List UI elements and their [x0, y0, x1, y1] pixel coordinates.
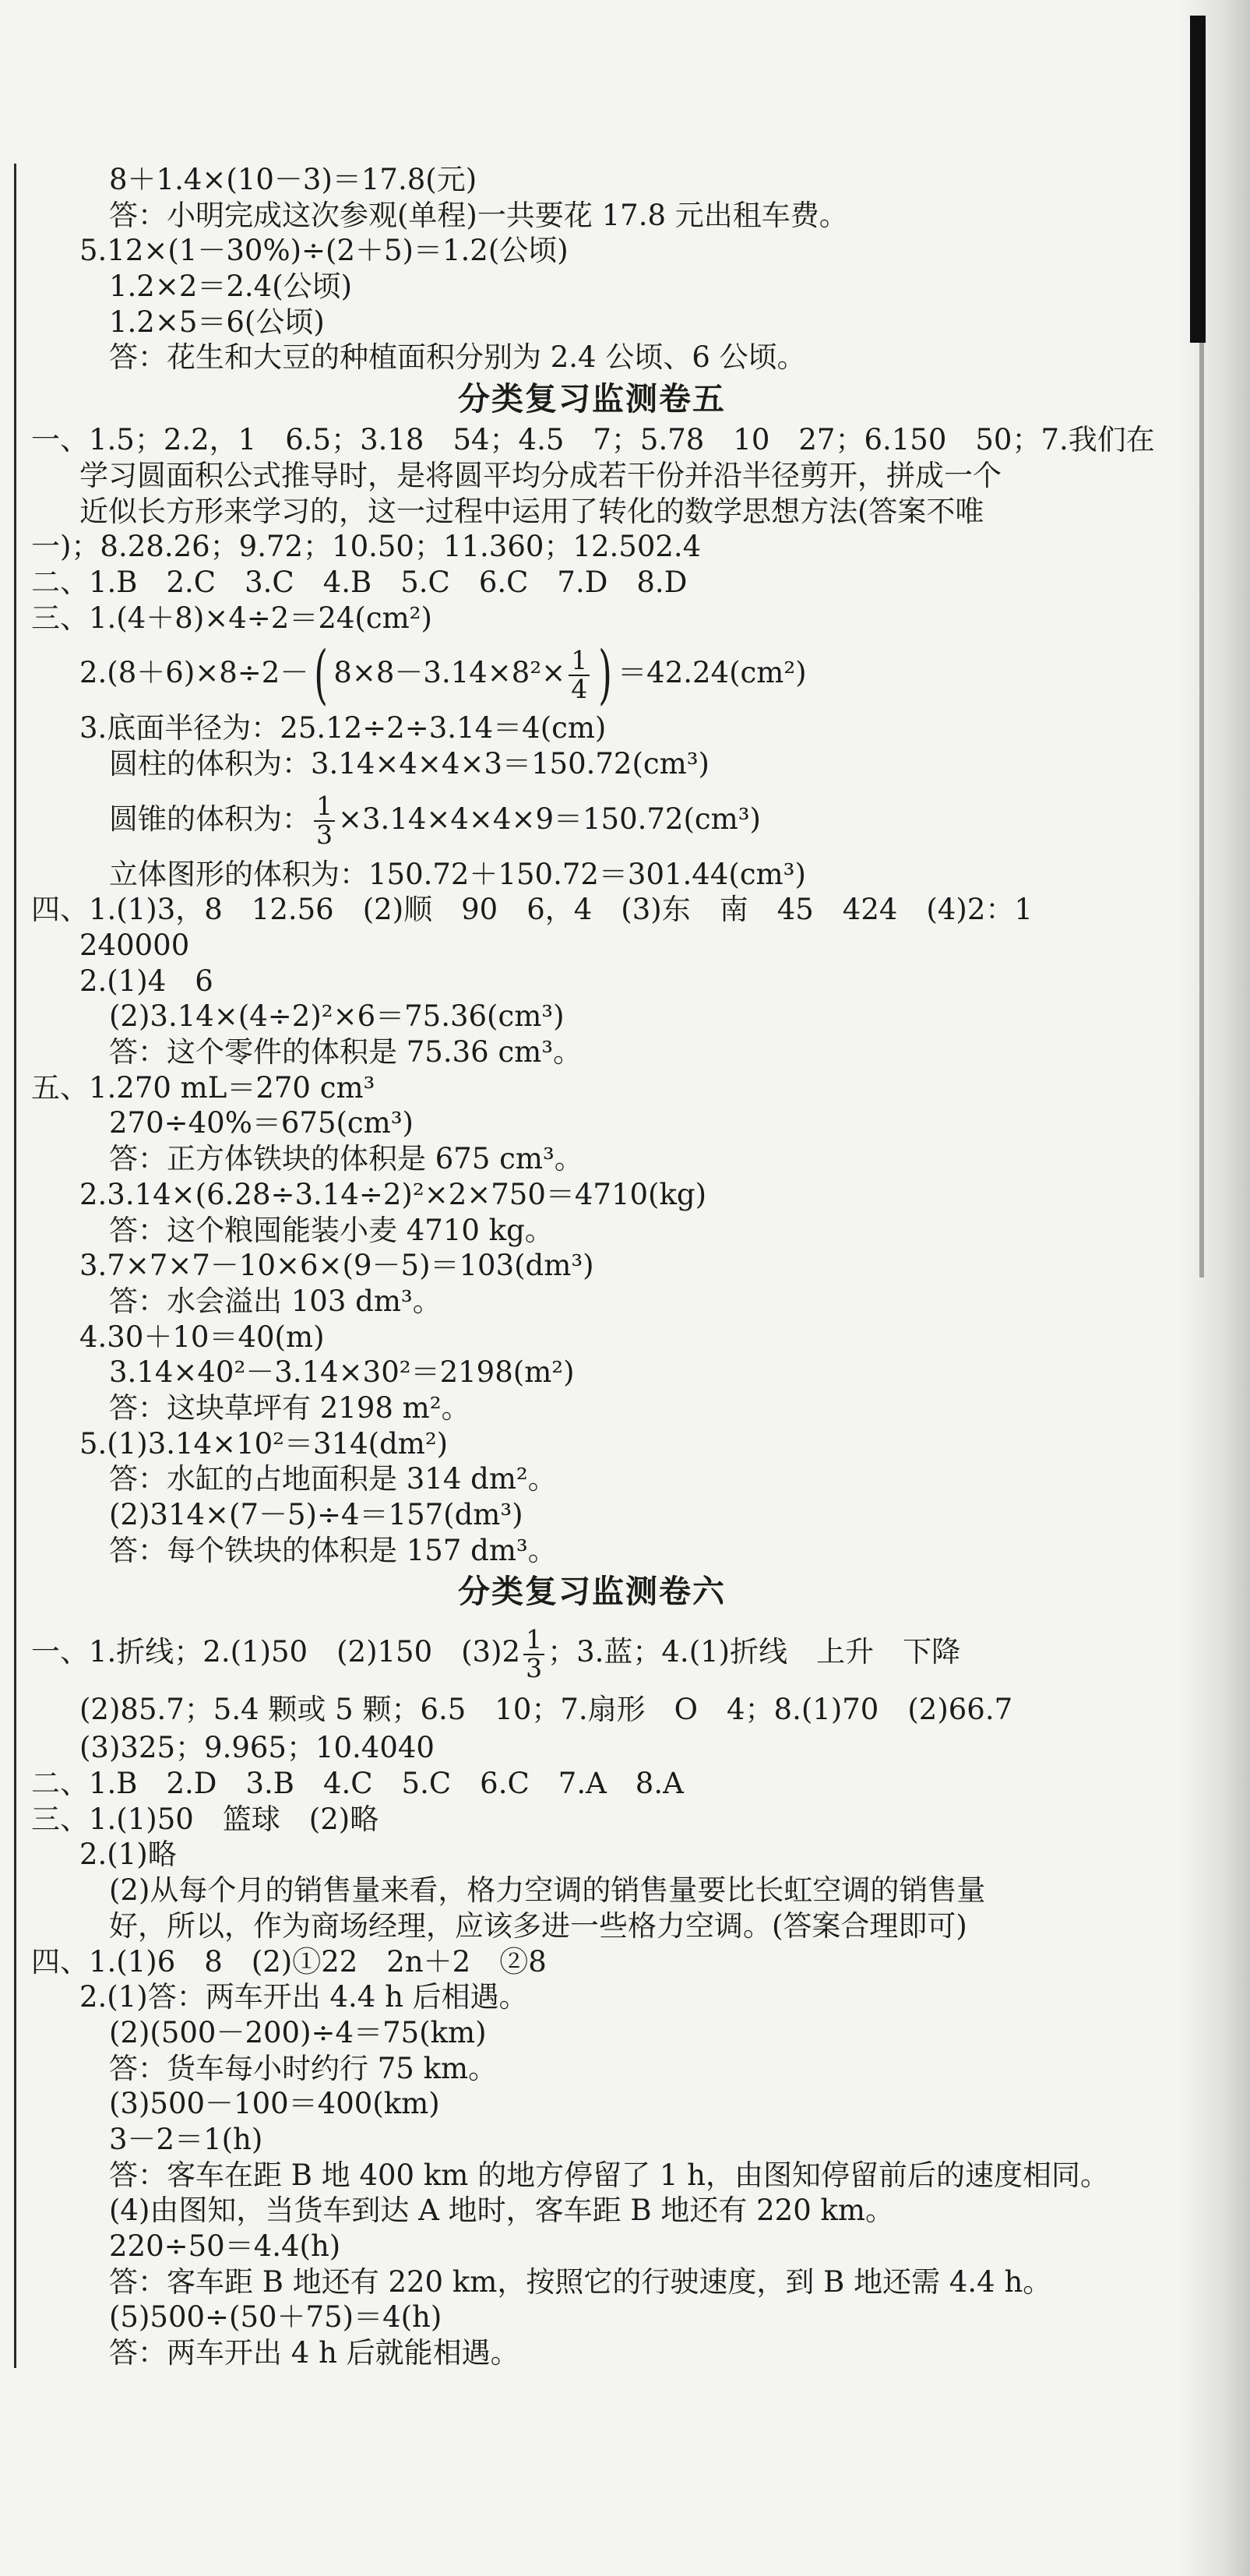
text-line: 答：这个粮囤能装小麦 4710 kg。 [109, 1213, 554, 1247]
formula-prefix: 2.(8＋6)×8÷2－ [79, 656, 309, 690]
text-line: 三、1.(1)50 篮球 (2)略 [31, 1802, 379, 1836]
fraction-numerator: 1 [314, 793, 335, 822]
text-line: 5.(1)3.14×10²＝314(dm²) [79, 1426, 449, 1461]
text-line: 220÷50＝4.4(h) [109, 2229, 341, 2263]
text-line: 答：这块草坪有 2198 m²。 [109, 1390, 470, 1425]
text-line: 5.12×(1－30%)÷(2＋5)＝1.2(公顷) [79, 234, 569, 268]
formula-suffix: ；3.蓝；4.(1)折线 上升 下降 [548, 1635, 961, 1669]
text-line: (2)从每个月的销售量来看，格力空调的销售量要比长虹空调的销售量 [109, 1873, 986, 1908]
answer-content [31, 162, 1153, 2371]
text-line: 3－2＝1(h) [109, 2122, 263, 2156]
text-line: 2.3.14×(6.28÷3.14÷2)²×2×750＝4710(kg) [79, 1177, 707, 1211]
text-line: 3.底面半径为：25.12÷2÷3.14＝4(cm) [79, 711, 607, 745]
formula-suffix: ＝42.24(cm²) [618, 656, 807, 690]
formula-inner: 8×8－3.14×8²× [333, 656, 566, 690]
formula-prefix: 一、1.折线；2.(1)50 (2)150 (3)2 [31, 1635, 521, 1669]
fraction-denominator: 3 [526, 1652, 543, 1683]
text-line: 4.30＋10＝40(m) [79, 1320, 325, 1354]
formula-prefix: 圆锥的体积为： [109, 802, 311, 836]
fraction-numerator: 1 [523, 1626, 544, 1655]
text-line: 一)；8.28.26；9.72；10.50；11.360；12.502.4 [31, 530, 702, 564]
text-line: 8＋1.4×(10－3)＝17.8(元) [109, 163, 477, 196]
text-line: 答：两车开出 4 h 后就能相遇。 [109, 2336, 519, 2370]
text-line: 答：客车距 B 地还有 220 km，按照它的行驶速度，到 B 地还需 4.4 h。 [109, 2264, 1052, 2299]
text-line: 二、1.B 2.D 3.B 4.C 5.C 6.C 7.A 8.A [31, 1767, 684, 1801]
text-line: 立体图形的体积为：150.72＋150.72＝301.44(cm³) [109, 857, 806, 891]
page-edge-shadow [1180, 0, 1250, 2576]
text-line: 一、1.5；2.2，1 6.5；3.18 54；4.5 7；5.78 10 27；6.150 50；7.我们在 [31, 423, 1155, 457]
fraction-denominator: 3 [316, 819, 333, 851]
text-line: 答：客车在距 B 地 400 km 的地方停留了 1 h，由图知停留前后的速度相同。 [109, 2158, 1110, 2192]
text-line: 答：每个铁块的体积是 157 dm³。 [109, 1533, 557, 1567]
text-line: 2.(1)答：两车开出 4.4 h 后相遇。 [79, 1980, 528, 2014]
left-margin-line [14, 164, 16, 2368]
text-line: (5)500÷(50＋75)＝4(h) [109, 2300, 442, 2335]
text-line: 答：花生和大豆的种植面积分别为 2.4 公顷、6 公顷。 [109, 340, 806, 375]
fraction [523, 1626, 544, 1682]
text-line: 2.(1)4 6 [79, 964, 213, 998]
text-line: (4)由图知，当货车到达 A 地时，客车距 B 地还有 220 km。 [109, 2194, 895, 2228]
fraction-numerator: 1 [569, 647, 590, 676]
close-paren: ) [598, 637, 612, 712]
open-paren: ( [314, 637, 329, 712]
text-line: 学习圆面积公式推导时，是将圆平均分成若干份并沿半径剪开，拼成一个 [79, 458, 1002, 492]
text-line: 答：水会溢出 103 dm³。 [109, 1284, 442, 1318]
text-line: 圆柱的体积为：3.14×4×4×3＝150.72(cm³) [109, 746, 710, 781]
text-line: (2)314×(7－5)÷4＝157(dm³) [109, 1498, 523, 1531]
fraction-denominator: 4 [571, 673, 588, 704]
fraction [314, 791, 335, 851]
text-line: (2)(500－200)÷4＝75(km) [109, 2015, 487, 2049]
text-line: (2)3.14×(4÷2)²×6＝75.36(cm³) [109, 999, 565, 1034]
formula-suffix: ×3.14×4×4×9＝150.72(cm³) [338, 802, 761, 836]
text-line: 四、1.(1)3，8 12.56 (2)顺 90 6，4 (3)东 南 45 424 (4)2：1 [31, 893, 1033, 927]
text-line: 二、1.B 2.C 3.C 4.B 5.C 6.C 7.D 8.D [31, 565, 688, 599]
text-line: 1.2×5＝6(公顷) [109, 305, 325, 339]
text-line: (3)325；9.965；10.4040 [79, 1731, 435, 1765]
section-title-5: 分类复习监测卷五 [458, 380, 726, 418]
text-line: 三、1.(4＋8)×4÷2＝24(cm²) [31, 601, 432, 635]
text-line: 四、1.(1)6 8 (2)①22 2n＋2 ②8 [31, 1944, 547, 1979]
formula-line [31, 636, 1153, 710]
text-line: (2)85.7；5.4 颗或 5 颗；6.5 10；7.扇形 O 4；8.(1)70 (2)66.7 [79, 1693, 1013, 1727]
formula-line [31, 782, 1153, 857]
formula-line [31, 1615, 1153, 1690]
text-line: 2.(1)略 [79, 1838, 177, 1872]
text-line: 3.14×40²－3.14×30²＝2198(m²) [109, 1355, 575, 1390]
text-line: 答：这个零件的体积是 75.36 cm³。 [109, 1035, 583, 1070]
text-line: 五、1.270 mL＝270 cm³ [31, 1070, 375, 1105]
text-line: (3)500－100＝400(km) [109, 2087, 440, 2121]
text-line: 3.7×7×7－10×6×(9－5)＝103(dm³) [79, 1249, 594, 1283]
text-line: 答：货车每小时约行 75 km。 [109, 2051, 498, 2085]
text-line: 答：正方体铁块的体积是 675 cm³。 [109, 1142, 583, 1176]
text-line: 近似长方形来学习的，这一过程中运用了转化的数学思想方法(答案不唯 [79, 494, 984, 528]
text-line: 答：小明完成这次参观(单程)一共要花 17.8 元出租车费。 [109, 198, 848, 232]
fraction [569, 647, 590, 703]
text-line: 答：水缸的占地面积是 314 dm²。 [109, 1462, 557, 1496]
section-title-6: 分类复习监测卷六 [458, 1573, 726, 1611]
text-line: 270÷40%＝675(cm³) [109, 1106, 414, 1140]
text-line: 好，所以，作为商场经理，应该多进一些格力空调。(答案合理即可) [109, 1908, 967, 1943]
text-line: 240000 [79, 929, 190, 962]
text-line: 1.2×2＝2.4(公顷) [109, 270, 353, 304]
